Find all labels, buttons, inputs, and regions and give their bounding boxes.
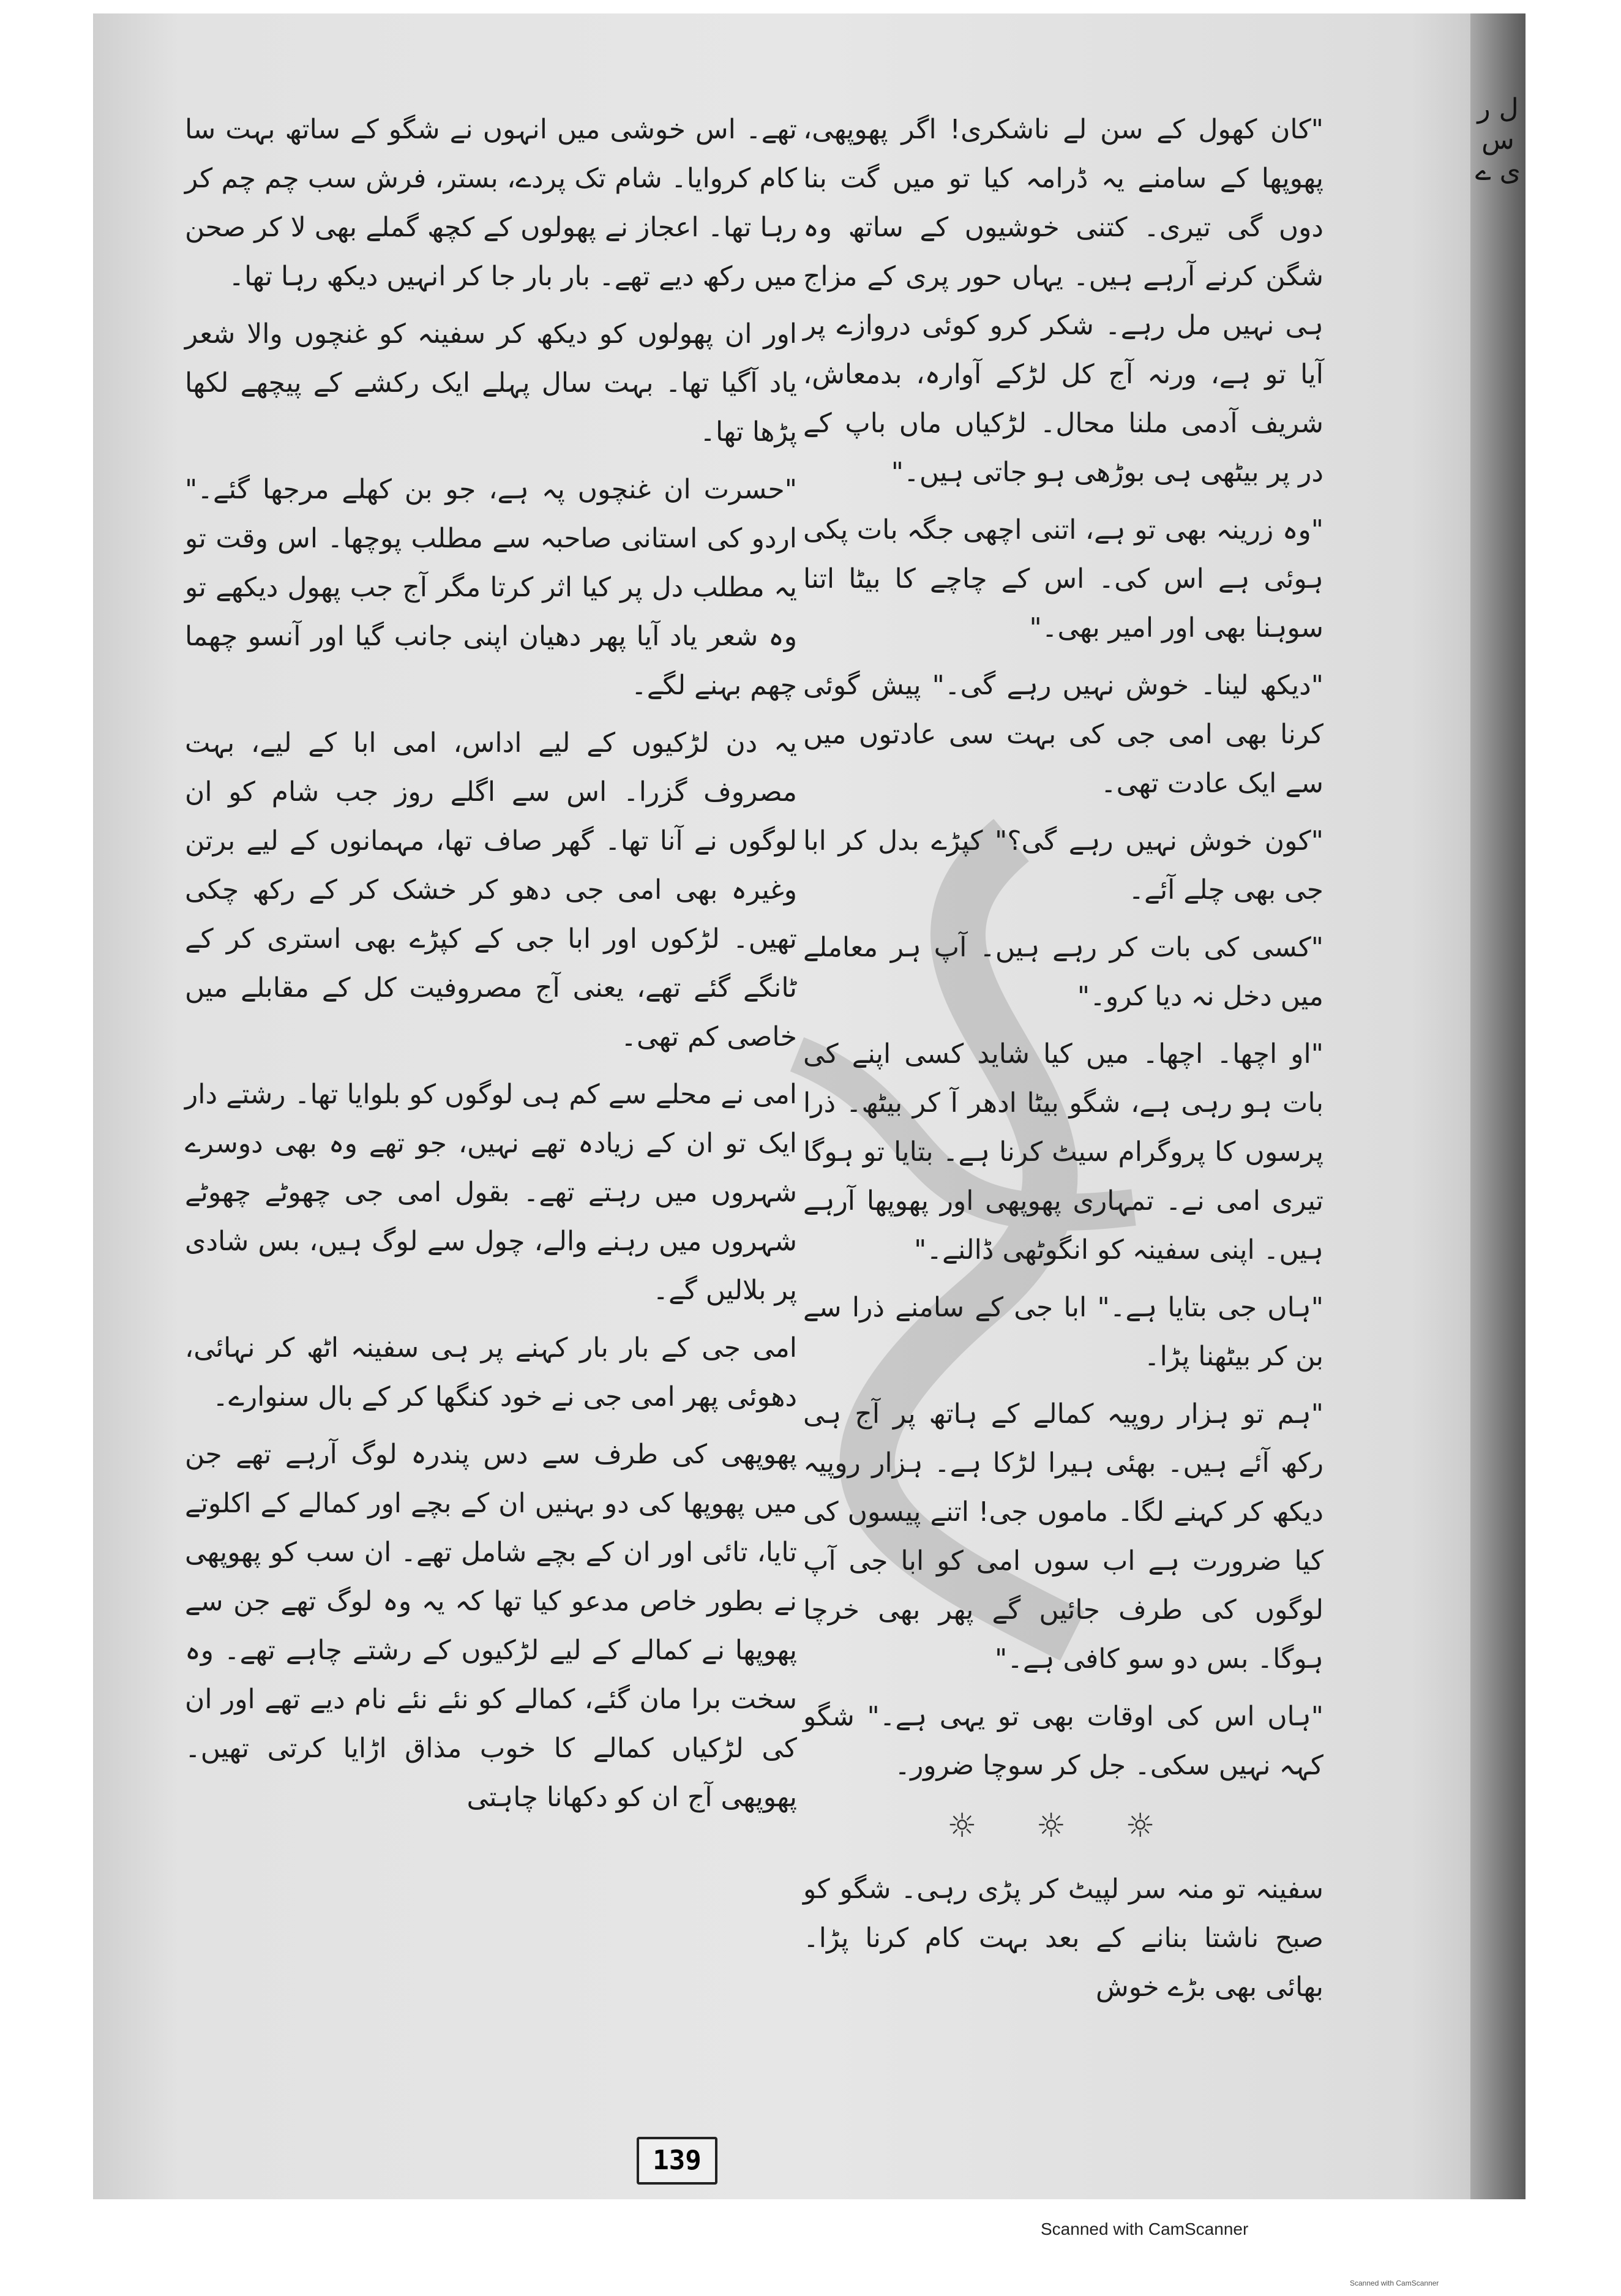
- paragraph: "وہ زرینہ بھی تو ہے، اتنی اچھی جگہ بات پکی ہوئی ہے اس کی۔ اس کے چاچے کا بیٹا اتنا سوہنا بھی اور امیر بھی۔": [803, 514, 1323, 643]
- text-column-right: [803, 105, 1323, 2020]
- paragraph: سفینہ تو منہ سر لپیٹ کر پڑی رہی۔ شگو کو صبح ناشتا بنانے کے بعد بہت کام کرنا پڑا۔ بھائی بھی بڑے خوش: [803, 1874, 1323, 2003]
- page-number: 139: [637, 2137, 717, 2185]
- paragraph: امی نے محلے سے کم ہی لوگوں کو بلوایا تھا۔ رشتے دار ایک تو ان کے زیادہ تھے نہیں، جو تھے وہ بھی دوسرے شہروں میں رہتے تھے۔ بقول امی جی چھوٹے چھوٹے شہروں میں رہنے والے، چول سے لوگ ہیں، بس شادی پر بلالیں گے۔: [185, 1079, 797, 1306]
- scanned-magazine-page: [93, 13, 1526, 2199]
- paragraph: "کسی کی بات کر رہے ہیں۔ آپ ہر معاملے میں دخل نہ دیا کرو۔": [803, 932, 1323, 1012]
- section-separator-stars: ☼ ☼ ☼: [947, 1806, 1180, 1845]
- paragraph: "ہاں جی بتایا ہے۔" ابا جی کے سامنے ذرا سے بن کر بیٹھنا پڑا۔: [803, 1292, 1323, 1372]
- paragraph: تھے۔ اس خوشی میں انہوں نے شگو کے ساتھ بہت سا کام کروایا۔ شام تک پردے، بستر، فرش سب چم چم کر رہا تھا۔ اعجاز نے پھولوں کے کچھ گملے بھی لا کر صحن میں رکھ دیے تھے۔ بار بار جا کر انہیں دیکھ رہا تھا۔: [185, 114, 797, 292]
- paragraph: "کون خوش نہیں رہے گی؟" کپڑے بدل کر ابا جی بھی چلے آئے۔: [803, 825, 1323, 906]
- scanner-footer-small-label: Scanned with CamScanner: [1350, 2279, 1439, 2287]
- margin-text: ل ر س ی ے: [1475, 93, 1521, 187]
- paragraph: امی جی کے بار بار کہنے پر ہی سفینہ اٹھ کر نہائی، دھوئی پھر امی جی نے خود کنگھا کر کے بال سنوارے۔: [185, 1332, 797, 1412]
- paragraph: "او اچھا۔ اچھا۔ میں کیا شاید کسی اپنے کی بات ہو رہی ہے، شگو بیٹا ادھر آ کر بیٹھ۔ ذرا پرسوں کا پروگرام سیٹ کرنا ہے۔ بتایا تو ہوگا تیری امی نے۔ تمہاری پھوپھی اور پھوپھا آرہے ہیں۔ اپنی سفینہ کو انگوٹھی ڈالنے۔": [803, 1038, 1323, 1266]
- binding-edge-margin: [1470, 13, 1526, 2199]
- paragraph: یہ دن لڑکیوں کے لیے اداس، امی ابا کے لیے، بہت مصروف گزرا۔ اس سے اگلے روز جب شام کو ان لوگوں نے آنا تھا۔ گھر صاف تھا، مہمانوں کے لیے برتن وغیرہ بھی امی جی دھو کر خشک کر کے رکھ چکی تھیں۔ لڑکوں اور ابا جی کے کپڑے بھی استری کر کے ٹانگے گئے تھے، یعنی آج مصروفیت کل کے مقابلے میں خاصی کم تھی۔: [185, 727, 797, 1052]
- paragraph: پھوپھی کی طرف سے دس پندرہ لوگ آرہے تھے جن میں پھوپھا کی دو بہنیں ان کے بچے اور کمالے کے اکلوتے تایا، تائی اور ان کے بچے شامل تھے۔ ان سب کو پھوپھی نے بطور خاص مدعو کیا تھا کہ یہ وہ لوگ تھے جن سے پھوپھا نے کمالے کے لیے لڑکیوں کے رشتے چاہے تھے۔ وہ سخت برا مان گئے، کمالے کو نئے نئے نام دیے تھے اور ان کی لڑکیاں کمالے کا خوب مذاق اڑایا کرتی تھیں۔ پھوپھی آج ان کو دکھانا چاہتی: [185, 1439, 797, 1813]
- paragraph: "کان کھول کے سن لے ناشکری! اگر پھوپھی، پھوپھا کے سامنے یہ ڈرامہ کیا تو میں گت بنا دوں گی تیری۔ کتنی خوشیوں کے ساتھ وہ شگن کرنے آرہے ہیں۔ یہاں حور پری کے مزاج ہی نہیں مل رہے۔ شکر کرو کوئی دروازے پر آیا تو ہے، ورنہ آج کل لڑکے آوارہ، بدمعاش، شریف آدمی ملنا محال۔ لڑکیاں ماں باپ کے در پر بیٹھی ہی بوڑھی ہو جاتی ہیں۔": [803, 114, 1323, 488]
- scanner-footer-label: Scanned with CamScanner: [1041, 2219, 1249, 2238]
- paragraph: اور ان پھولوں کو دیکھ کر سفینہ کو غنچوں والا شعر یاد آگیا تھا۔ بہت سال پہلے ایک رکشے کے پیچھے لکھا پڑھا تھا۔: [185, 318, 797, 448]
- paragraph: "حسرت ان غنچوں پہ ہے، جو بن کھلے مرجھا گئے۔" اردو کی استانی صاحبہ سے مطلب پوچھا۔ اس وقت تو یہ مطلب دل پر کیا اثر کرتا مگر آج جب پھول دیکھے تو وہ شعر یاد آیا پھر دھیان اپنی جانب گیا اور آنسو چھما چھم بہنے لگے۔: [185, 474, 797, 701]
- paragraph: "دیکھ لینا۔ خوش نہیں رہے گی۔" پیش گوئی کرنا بھی امی جی کی بہت سی عادتوں میں سے ایک عادت تھی۔: [803, 670, 1323, 799]
- paragraph: "ہاں اس کی اوقات بھی تو یہی ہے۔" شگو کہہ نہیں سکی۔ جل کر سوچا ضرور۔: [803, 1701, 1323, 1781]
- text-column-left: [185, 105, 797, 1831]
- paragraph: "ہم تو ہزار روپیہ کمالے کے ہاتھ پر آج ہی رکھ آئے ہیں۔ بھئی ہیرا لڑکا ہے۔ ہزار روپیہ دیکھ کر کہنے لگا۔ ماموں جی! اتنے پیسوں کی کیا ضرورت ہے اب سوں امی کو ابا جی آپ لوگوں کی طرف جائیں گے پھر بھی خرچا ہوگا۔ بس دو سو کافی ہے۔": [803, 1398, 1323, 1675]
